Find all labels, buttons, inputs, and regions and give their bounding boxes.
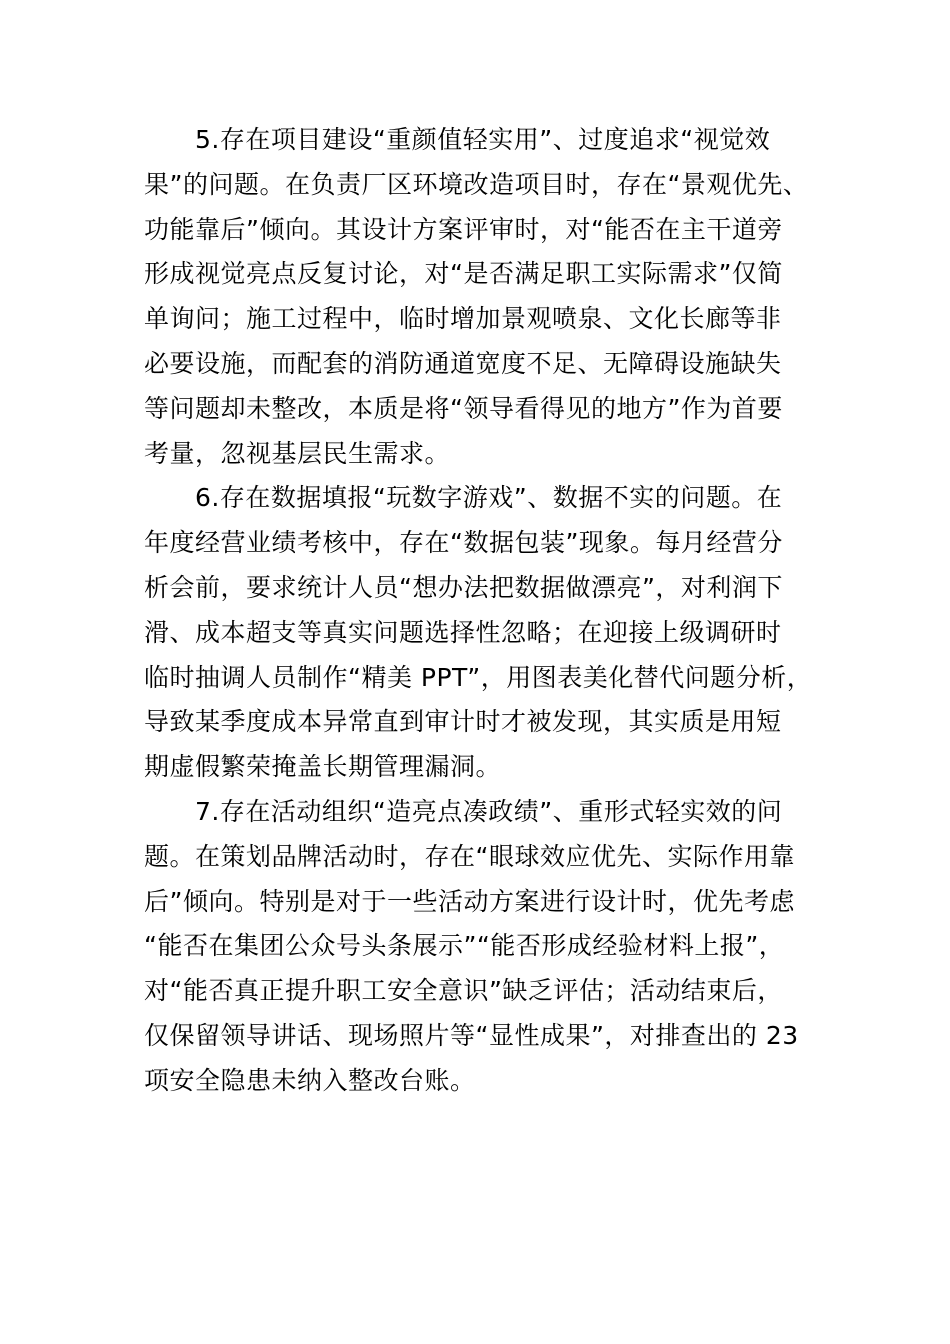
text-line: 项安全隐患未纳入整改台账。: [144, 1065, 476, 1095]
text-line: 题。在策划品牌活动时，存在“眼球效应优先、实际作用靠: [144, 841, 795, 871]
text-line: 单询问；施工过程中，临时增加景观喷泉、文化长廊等非: [144, 304, 782, 334]
text-line: 析会前，要求统计人员“想办法把数据做漂亮”，对利润下: [144, 572, 783, 602]
text-line: 必要设施，而配套的消防通道宽度不足、无障碍设施缺失: [144, 348, 782, 378]
text-line: 年度经营业绩考核中，存在“数据包装”现象。每月经营分: [144, 528, 783, 558]
text-line: 后”倾向。特别是对于一些活动方案进行设计时，优先考虑: [144, 886, 795, 916]
text-line: 功能靠后”倾向。其设计方案评审时，对“能否在主干道旁: [144, 214, 783, 244]
text-line: 5.存在项目建设“重颜值轻实用”、过度追求“视觉效: [144, 125, 771, 154]
text-line: 6.存在数据填报“玩数字游戏”、数据不实的问题。在: [144, 483, 783, 513]
text-line: 导致某季度成本异常直到审计时才被发现，其实质是用短: [144, 707, 782, 737]
text-line: “能否在集团公众号头条展示”“能否形成经验材料上报”，: [144, 931, 785, 961]
document-body: [144, 118, 813, 1104]
text-line: 滑、成本超支等真实问题选择性忽略；在迎接上级调研时: [144, 617, 782, 647]
text-line: 临时抽调人员制作“精美 PPT”，用图表美化替代问题分析，: [144, 662, 813, 692]
paragraph-6: [144, 476, 813, 790]
text-line: 形成视觉亮点反复讨论，对“是否满足职工实际需求”仅简: [144, 259, 783, 289]
text-line: 对“能否真正提升职工安全意识”缺乏评估；活动结束后，: [144, 976, 783, 1006]
text-line: 果”的问题。在负责厂区环境改造项目时，存在“景观优先、: [144, 169, 809, 199]
text-line: 期虚假繁荣掩盖长期管理漏洞。: [144, 752, 502, 782]
text-line: 仅保留领导讲话、现场照片等“显性成果”，对排查出的 23: [144, 1020, 799, 1050]
text-line: 等问题却未整改，本质是将“领导看得见的地方”作为首要: [144, 393, 783, 423]
paragraph-7: [144, 790, 808, 1104]
text-line: 考量，忽视基层民生需求。: [144, 438, 451, 468]
text-line: 7.存在活动组织“造亮点凑政绩”、重形式轻实效的问: [144, 796, 783, 826]
paragraph-5: [144, 118, 808, 476]
